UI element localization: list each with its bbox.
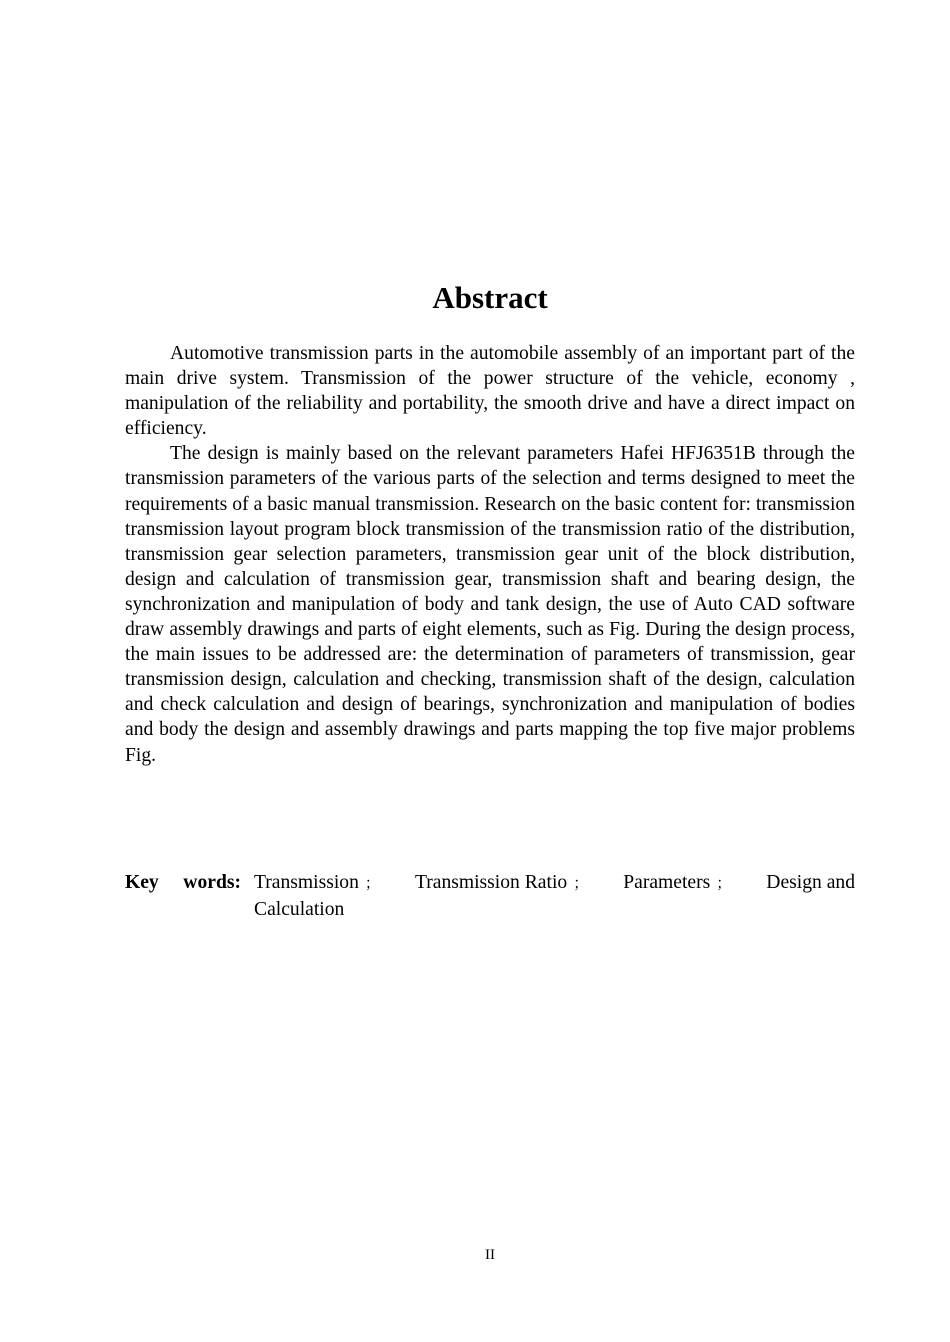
page-number: II: [485, 1247, 495, 1263]
abstract-title: Abstract: [432, 280, 548, 315]
keywords-label: [125, 870, 254, 922]
keyword-item: Transmission Ratio ；: [414, 872, 589, 893]
keyword-item: Design and: [766, 872, 855, 893]
keywords-label-word-2: words:: [183, 872, 241, 893]
abstract-body: [125, 341, 855, 768]
keywords-list: [254, 870, 855, 922]
keywords-label-word-1: Key: [125, 872, 159, 893]
keyword-item: Transmission ；: [254, 872, 380, 893]
abstract-paragraph-2: The design is mainly based on the relevant parameters Hafei HFJ6351B through the transmission parameters of the various parts of the selection and terms designed to meet the requirements of a basic manual transmission. Research on the basic content for: transmission transmission layout program block transmission of the transmission ratio of the distribution, transmission gear selection parameters, transmission gear unit of the block distribution, design and calculation of transmission gear, transmission shaft and bearing design, the synchronization and manipulation of body and tank design, the use of Auto CAD software draw assembly drawings and parts of eight elements, such as Fig. During the design process, the main issues to be addressed are: the determination of parameters of transmission, gear transmission design, calculation and checking, transmission shaft of the design, calculation and check calculation and design of bearings, synchronization and manipulation of bodies and body the design and assembly drawings and parts mapping the top five major problems Fig.: [125, 443, 855, 766]
keyword-item: Parameters ；: [623, 872, 732, 893]
keywords-block: [125, 870, 855, 922]
abstract-paragraph-1: Automotive transmission parts in the automobile assembly of an important part of the main drive system. Transmission of the power structure of the vehicle, economy , manipulation of the reliability and portability, the smooth drive and have a direct impact on efficiency.: [125, 343, 855, 440]
keyword-item: Calculation: [254, 899, 345, 921]
